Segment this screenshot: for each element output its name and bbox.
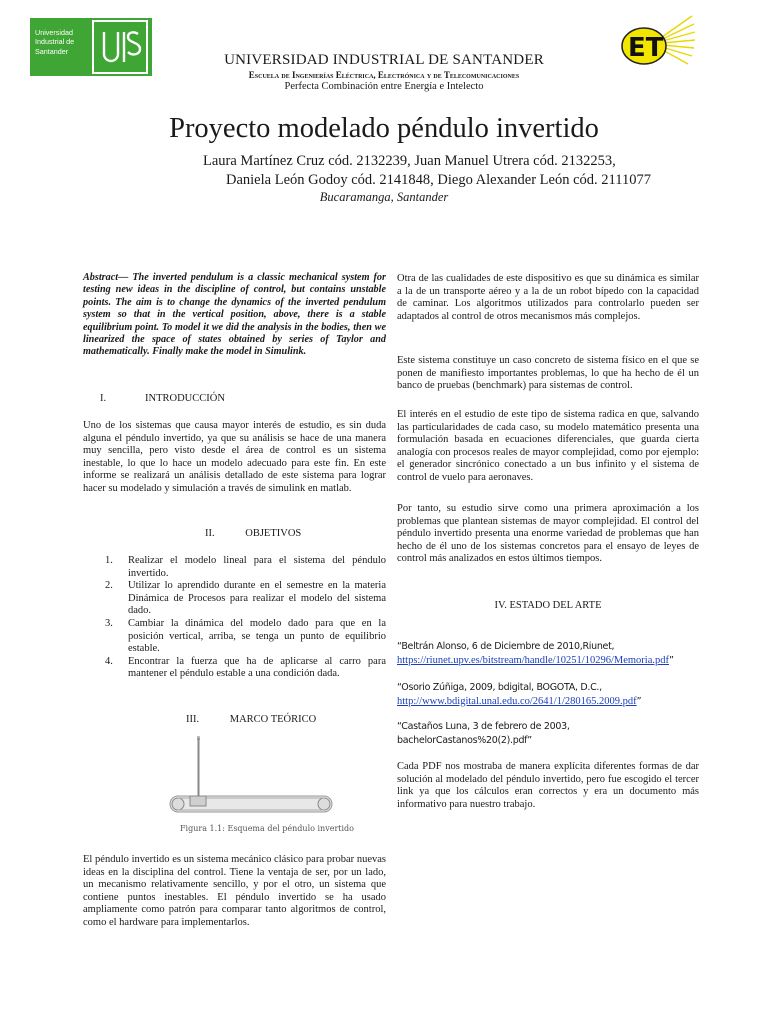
reference-end: ”	[669, 654, 674, 666]
list-text: Encontrar la fuerza que ha de aplicarse al carro para mantener el péndulo estable a una condición dada.	[128, 655, 386, 680]
right-paragraph-2: Este sistema constituye un caso concreto de sistema físico en el que se ponen de manifiesto importantes problemas, lo que ha hecho de él un banco de pruebas (benchmark) para sistemas de control.	[397, 355, 699, 392]
list-number: 4.	[105, 655, 113, 667]
authors-line-2: Daniela León Godoy cód. 2141848, Diego Alexander León cód. 2111077	[226, 172, 651, 188]
right-paragraph-1: Otra de las cualidades de este dispositivo es que su dinámica es similar a la de un transporte aéreo y a la de un robot bípedo con la capacidad de caminar. Los algoritmos utilizados para controlarlo pueden ser adaptados al control de otros mecanismos más complejos.	[397, 273, 699, 322]
reference-text: “Beltrán Alonso, 6 de Diciembre de 2010,Riunet,	[397, 641, 615, 652]
reference-2	[397, 681, 707, 708]
reference-text: bachelorCastanos%20(2).pdf”	[397, 734, 532, 746]
reference-1	[397, 640, 707, 667]
list-item	[83, 618, 386, 656]
authors-line-1: Laura Martínez Cruz cód. 2132239, Juan Manuel Utrera cód. 2132253,	[203, 153, 616, 169]
section-heading-objetivos	[205, 528, 301, 539]
figure-caption: Figura 1.1: Esquema del péndulo invertido	[180, 824, 354, 833]
uis-logo-line: Santander	[35, 46, 69, 56]
paper-title: Proyecto modelado péndulo invertido	[169, 113, 599, 144]
section-heading-intro: I. INTRODUCCIÓN	[100, 393, 225, 404]
section-title: MARCO TEÓRICO	[229, 714, 317, 725]
motto: Perfecta Combinación entre Energía e Intelecto	[284, 81, 484, 92]
list-item	[83, 656, 386, 681]
list-item	[83, 580, 386, 618]
reference-link[interactable]: https://riunet.upv.es/bitstream/handle/10251/10296/Memoria.pdf	[397, 654, 669, 666]
objetivos-list	[83, 555, 386, 681]
pendulum-figure	[166, 734, 336, 814]
uis-logo-line: Universidad	[35, 28, 73, 37]
section-title: OBJETIVOS	[245, 528, 302, 539]
list-text: Cambiar la dinámica del modelo dado para que en la posición vertical, arriba, se tenga un punto de equilibrio estable.	[128, 617, 386, 655]
reference-end: ”	[636, 695, 642, 707]
section-heading-estado: IV. ESTADO DEL ARTE	[494, 600, 602, 611]
right-paragraph-5: Cada PDF nos mostraba de manera explícita diferentes formas de dar solución al modelado del péndulo invertido, pero fue escogido el tercer link ya que los cálculos eran correctos y era un documento más informativo para nuestro trabajo.	[397, 761, 699, 810]
list-number: 2.	[105, 580, 113, 592]
city: Bucaramanga, Santander	[319, 190, 449, 204]
section-number: III.	[186, 714, 200, 725]
section-heading-marco	[186, 714, 316, 725]
abstract: Abstract— The inverted pendulum is a classic mechanical system for testing new ideas in the discipline of control, but contains unstable points. The aim is to change the dynamics of the inverted pendulum system so that in the vertical position, above, there is a stable equilibrium point. To model it we did the analysis in the bodies, then we linearized the space of states obtained by series of Taylor and mathematically. Finally make the model in Simulink.	[83, 272, 386, 358]
list-text: Realizar el modelo lineal para el sistema del péndulo invertido.	[128, 555, 386, 579]
right-paragraph-3: El interés en el estudio de este tipo de sistema radica en que, salvando las particularidades de cada caso, su modelo matemático presenta una formulación basada en ecuaciones diferenciales, que guarda cierta analogía con procesos reales de mayor complejidad, como por ejemplo: el generador sincrónico conectado a un bus infinito y el sistema de control de vuelo para aeronaves.	[397, 409, 699, 483]
marco-paragraph: El péndulo invertido es un sistema mecánico clásico para probar nuevas ideas en la disciplina del control. Tiene la ventaja de ser, por un lado, un mecanismo relativamente sencillo, y por el otro, un sistema que contiene puntos inestables. El péndulo invertido se ha usado ampliamente como patrón para comparar tanto algoritmos de control, como el hardware para implementarlos.	[83, 854, 386, 928]
reference-text: “Osorio Zúñiga, 2009, bdigital, BOGOTA, D.C.,	[397, 682, 602, 693]
list-number: 3.	[105, 617, 113, 629]
uis-logo-line: Industrial de	[35, 37, 75, 47]
list-number: 1.	[105, 555, 113, 566]
university-name: UNIVERSIDAD INDUSTRIAL DE SANTANDER	[224, 52, 544, 68]
right-paragraph-4: Por tanto, su estudio sirve como una primera aproximación a los problemas que plantean sistemas de mayor complejidad. El control del péndulo invertido presenta una enorme variedad de problemas que han hecho de él uno de los sistemas concretos para el ensayo de leyes de control más analizados en estos últimos tiempos.	[397, 503, 699, 565]
section-number: II.	[205, 528, 215, 539]
list-item	[83, 555, 386, 580]
school-name: Escuela de Ingenierías Eléctrica, Electrónica y de Telecomunicaciones	[248, 70, 520, 80]
reference-link[interactable]: http://www.bdigital.unal.edu.co/2641/1/280165.2009.pdf	[397, 695, 637, 707]
section-title: INTRODUCCIÓN	[145, 393, 225, 404]
reference-3	[397, 720, 707, 747]
reference-text: “Castaños Luna, 3 de febrero de 2003,	[397, 721, 570, 732]
svg-text:ET: ET	[628, 33, 664, 63]
list-text: Utilizar lo aprendido durante en el semestre en la materia Dinámica de Procesos para realizar el modelo del sistema dado.	[128, 580, 386, 617]
intro-paragraph: Uno de los sistemas que causa mayor interés de estudio, es sin duda alguna el péndulo invertido, ya que su análisis se hace de una manera muy sencilla, pero visto desde el área de control es un sistema inestable, lo que lo hace un modelo adecuado para este fin. En este informe se realizará un análisis detallado de este sistema para lograr hacer su modelado y simulación a través de simulink en matlab.	[83, 420, 386, 494]
